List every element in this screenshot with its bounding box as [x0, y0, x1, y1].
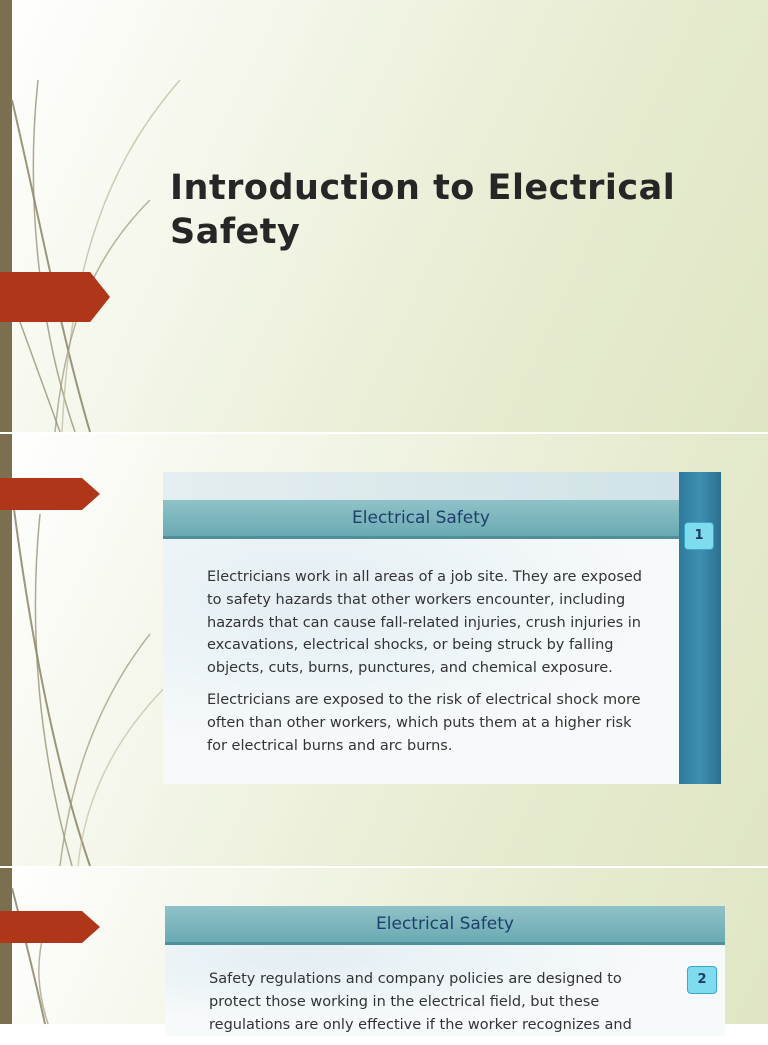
card-header-title: Electrical Safety — [352, 508, 490, 528]
body-paragraph: Electricians work in all areas of a job site. They are exposed to safety hazards that other workers encounter, including hazards that can cause fall-related injuries, crush injuries in excavations, electrical shocks, or being struck by falling objects, cuts, burns, punctures, and chemical exposure. — [207, 569, 642, 677]
page-number-badge: 2 — [687, 966, 717, 994]
content-slide-1 — [0, 434, 768, 866]
page-number-badge: 1 — [684, 522, 714, 550]
card-sidebar — [679, 472, 721, 784]
arrow-tab-decoration — [0, 478, 100, 510]
body-paragraph: Safety regulations and company policies are designed to protect those working in the electrical field, but these regulations are only effective if the worker recognizes and — [209, 971, 632, 1033]
arrow-tab-decoration — [0, 911, 100, 943]
card-top-band — [163, 472, 721, 502]
content-card — [163, 472, 721, 784]
body-paragraph: Electricians are exposed to the risk of electrical shock more often than other workers, which puts them at a higher risk for electrical burns and arc burns. — [207, 691, 641, 754]
card-body — [209, 968, 659, 1045]
card-header-title: Electrical Safety — [376, 914, 514, 934]
title-slide — [0, 0, 768, 432]
arrow-tab-decoration — [0, 272, 110, 322]
content-slide-2 — [0, 868, 768, 1033]
content-card — [165, 906, 725, 1036]
card-header — [165, 906, 725, 945]
card-header — [163, 500, 679, 539]
slide-title: Introduction to Electrical Safety — [170, 168, 676, 252]
card-body — [207, 566, 647, 766]
